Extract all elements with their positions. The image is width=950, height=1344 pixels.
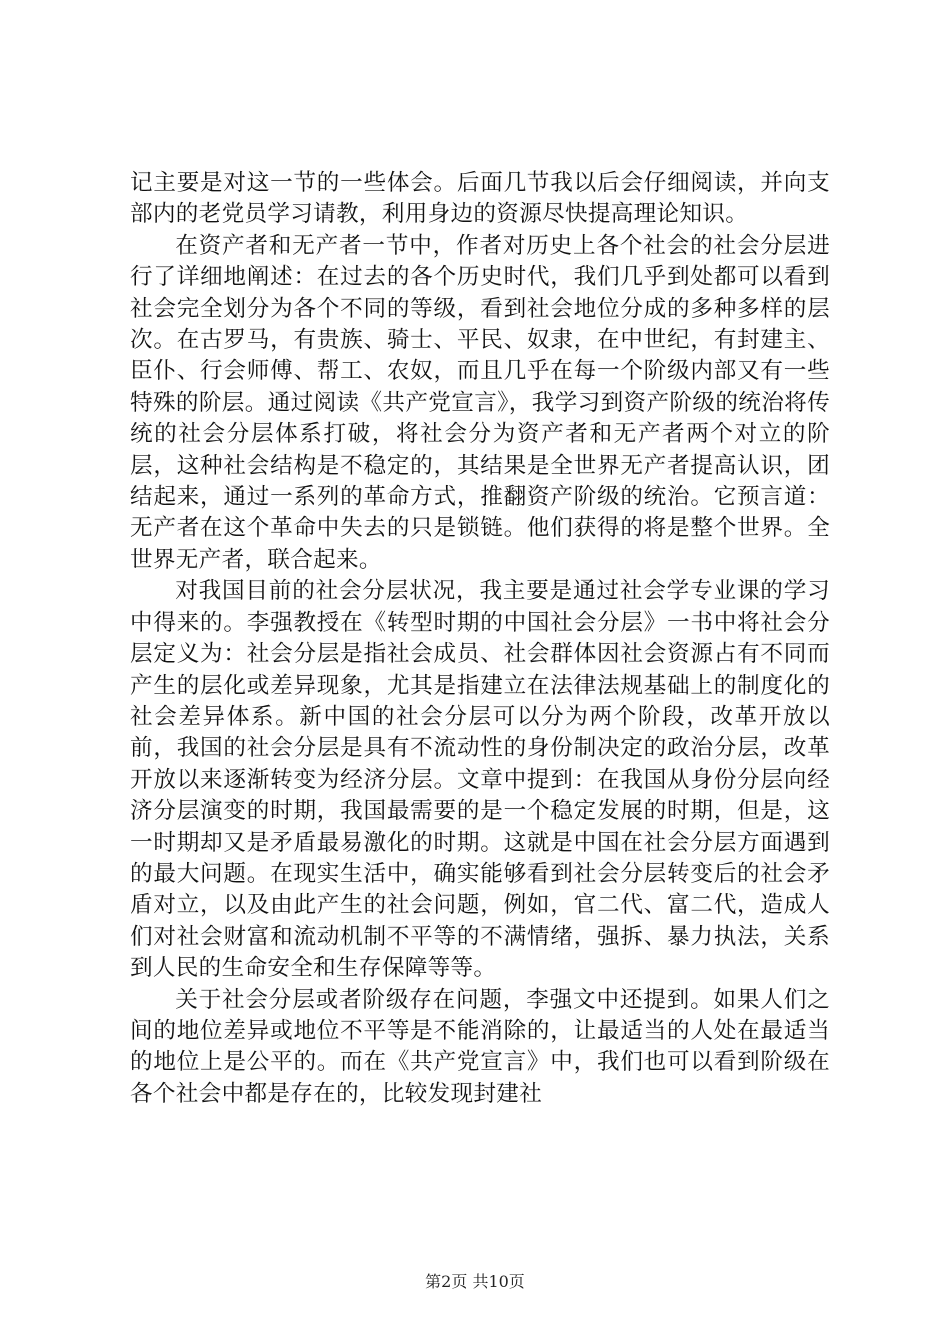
page-number-footer: 第2页 共10页 bbox=[425, 1272, 525, 1291]
paragraph-1: 记主要是对这一节的一些体会。后面几节我以后会仔细阅读，并向支部内的老党员学习请教，利用身边的资源尽快提高理论知识。 bbox=[130, 170, 830, 228]
paragraph-2: 在资产者和无产者一节中，作者对历史上各个社会的社会分层进行了详细地阐述：在过去的各个历史时代，我们几乎到处都可以看到社会完全划分为各个不同的等级，看到社会地位分成的多种多样的层次。在古罗马，有贵族、骑士、平民、奴隶，在中世纪，有封建主、臣仆、行会师傅、帮工、农奴，而且几乎在每一个阶级内部又有一些特殊的阶层。通过阅读《共产党宣言》，我学习到资产阶级的统治将传统的社会分层体系打破，将社会分为资产者和无产者两个对立的阶层，这种社会结构是不稳定的，其结果是全世界无产者提高认识，团结起来，通过一系列的革命方式，推翻资产阶级的统治。它预言道：无产者在这个革命中失去的只是锁链。他们获得的将是整个世界。全世界无产者，联合起来。 bbox=[130, 232, 830, 573]
paragraph-4: 关于社会分层或者阶级存在问题，李强文中还提到。如果人们之间的地位差异或地位不平等是不能消除的，让最适当的人处在最适当的地位上是公平的。而在《共产党宣言》中，我们也可以看到阶级在各个社会中都是存在的，比较发现封建社 bbox=[130, 986, 830, 1107]
document-body bbox=[130, 168, 830, 1110]
paragraph-3: 对我国目前的社会分层状况，我主要是通过社会学专业课的学习中得来的。李强教授在《转型时期的中国社会分层》一书中将社会分层定义为：社会分层是指社会成员、社会群体因社会资源占有不同而产生的层化或差异现象，尤其是指建立在法律法规基础上的制度化的社会差异体系。新中国的社会分层可以分为两个阶段，改革开放以前，我国的社会分层是具有不流动性的身份制决定的政治分层，改革开放以来逐渐转变为经济分层。文章中提到：在我国从身份分层向经济分层演变的时期，我国最需要的是一个稳定发展的时期，但是，这一时期却又是矛盾最易激化的时期。这就是中国在社会分层方面遇到的最大问题。在现实生活中，确实能够看到社会分层转变后的社会矛盾对立，以及由此产生的社会问题，例如，官二代、富二代，造成人们对社会财富和流动机制不平等的不满情绪，强拆、暴力执法，关系到人民的生命安全和生存保障等等。 bbox=[130, 578, 830, 982]
